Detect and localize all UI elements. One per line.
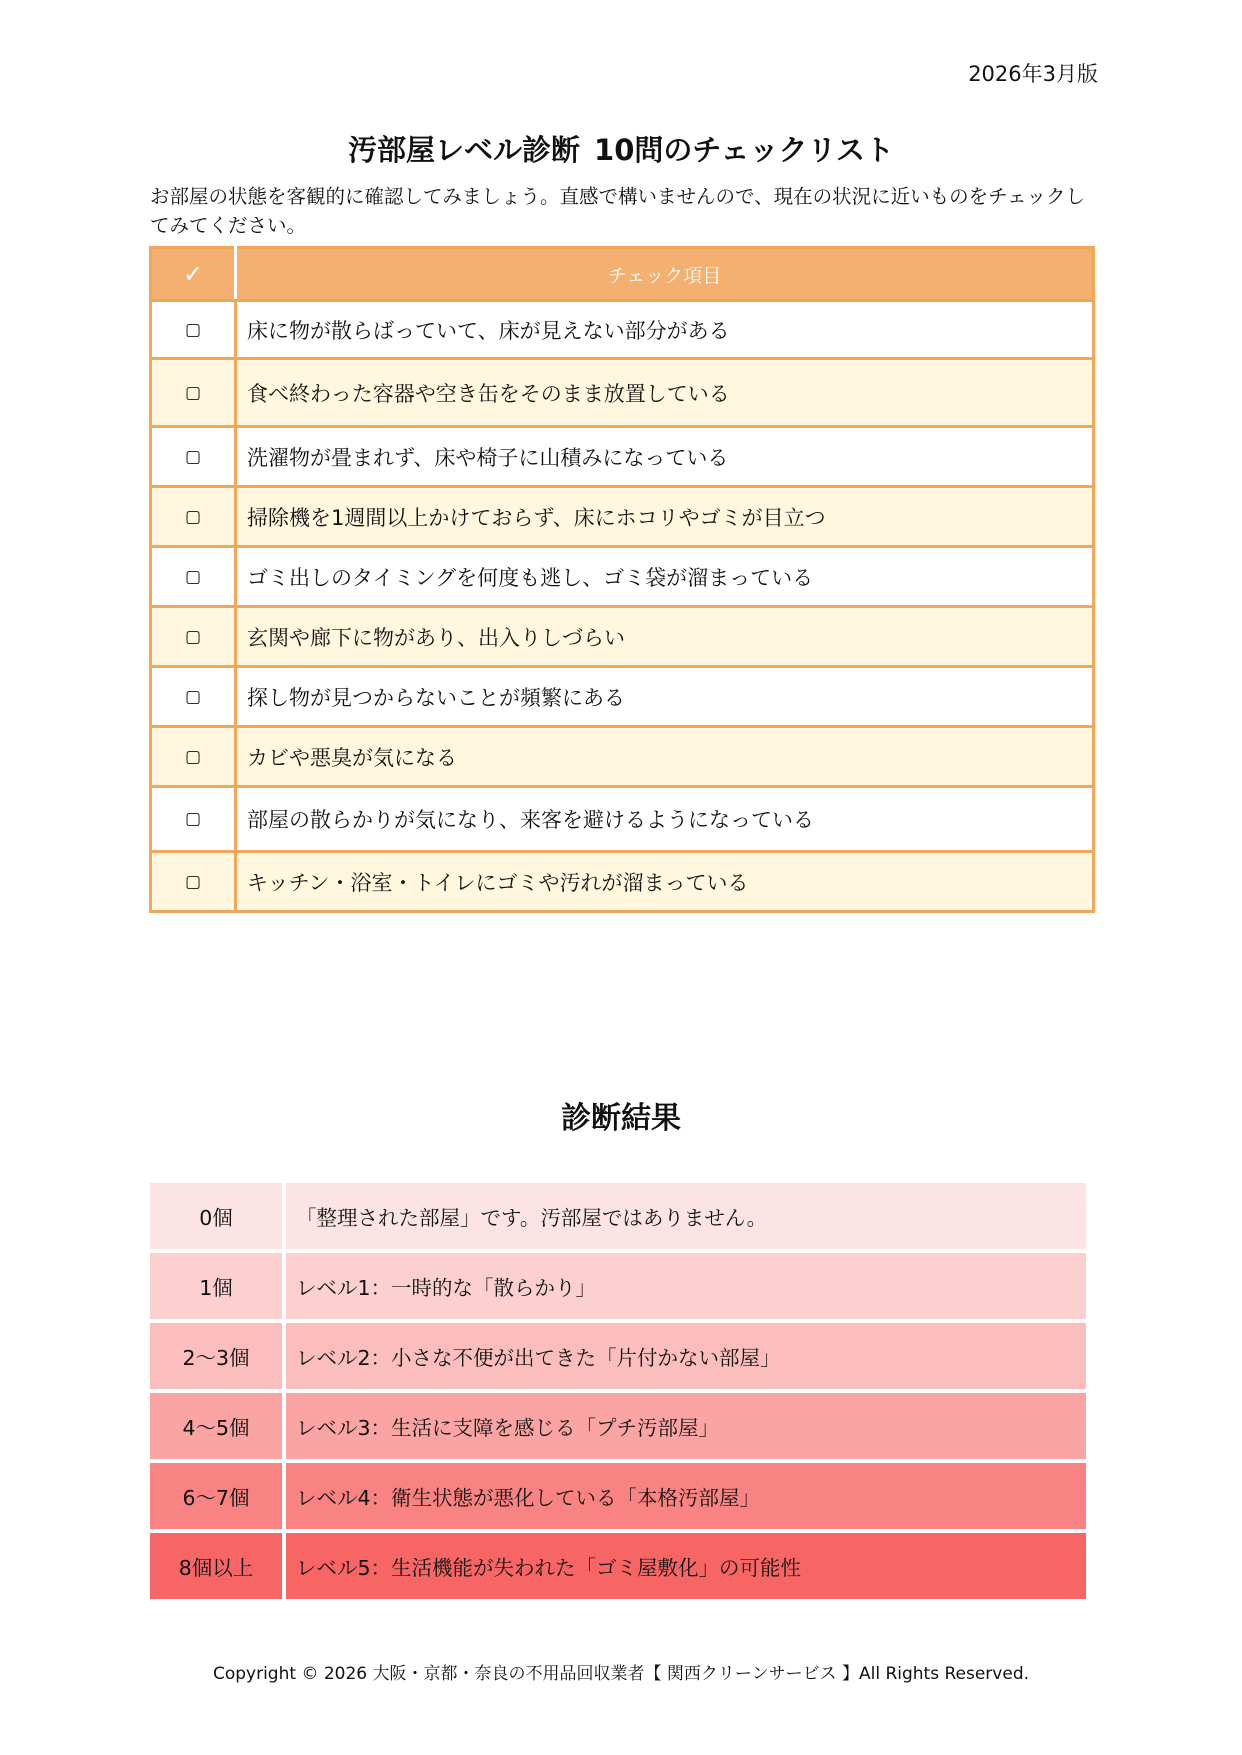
intro-text: お部屋の状態を客観的に確認してみましょう。直感で構いませんので、現在の状況に近いものをチェックしてみてください。 [150, 185, 1086, 237]
checklist-row [151, 852, 1094, 912]
checkbox[interactable]: ▢ [151, 787, 236, 852]
result-count: 6～7個 [150, 1463, 282, 1529]
result-description: レベル4：衛生状態が悪化している「本格汚部屋」 [286, 1463, 1086, 1529]
result-title: 診断結果 [561, 1101, 681, 1136]
checklist-item-text: 玄関や廊下に物があり、出入りしづらい [236, 607, 1094, 667]
checkbox[interactable]: ▢ [151, 547, 236, 607]
checklist-row [151, 667, 1094, 727]
result-row [150, 1253, 1086, 1319]
result-count: 8個以上 [150, 1533, 282, 1599]
result-row [150, 1183, 1086, 1249]
checklist-item-text: 食べ終わった容器や空き缶をそのまま放置している [236, 359, 1094, 427]
page-title [0, 128, 1242, 169]
result-description: 「整理された部屋」です。汚部屋ではありません。 [286, 1183, 1086, 1249]
checklist-row [151, 787, 1094, 852]
checklist-row [151, 301, 1094, 359]
checklist-item-text: カビや悪臭が気になる [236, 727, 1094, 787]
result-description: レベル1：一時的な「散らかり」 [286, 1253, 1086, 1319]
check-item-header: チェック項目 [236, 248, 1094, 301]
checklist-item-text: ゴミ出しのタイミングを何度も逃し、ゴミ袋が溜まっている [236, 547, 1094, 607]
checkbox[interactable]: ▢ [151, 727, 236, 787]
title-sub: 10問のチェックリスト [594, 133, 894, 167]
copyright: Copyright © 2026 大阪・京都・奈良の不用品回収業者【 関西クリーンサービス 】All Rights Reserved. [212, 1664, 1030, 1684]
checkbox[interactable]: ▢ [151, 852, 236, 912]
result-row [150, 1463, 1086, 1529]
result-count: 2～3個 [150, 1323, 282, 1389]
checklist-item-text: 部屋の散らかりが気になり、来客を避けるようになっている [236, 787, 1094, 852]
checkbox[interactable]: ▢ [151, 607, 236, 667]
result-description: レベル2：小さな不便が出てきた「片付かない部屋」 [286, 1323, 1086, 1389]
result-count: 1個 [150, 1253, 282, 1319]
result-body [150, 1183, 1086, 1599]
check-mark-header: ✓ [151, 248, 236, 301]
checklist-row [151, 547, 1094, 607]
checkbox[interactable]: ▢ [151, 427, 236, 487]
checklist-item-text: 床に物が散らばっていて、床が見えない部分がある [236, 301, 1094, 359]
checklist-item-text: キッチン・浴室・トイレにゴミや汚れが溜まっている [236, 852, 1094, 912]
result-description: レベル5：生活機能が失われた「ゴミ屋敷化」の可能性 [286, 1533, 1086, 1599]
checkbox[interactable]: ▢ [151, 301, 236, 359]
result-table [146, 1179, 1090, 1603]
checklist-item-text: 探し物が見つからないことが頻繁にある [236, 667, 1094, 727]
checklist-header-row [151, 248, 1094, 301]
result-row [150, 1323, 1086, 1389]
result-count: 0個 [150, 1183, 282, 1249]
checklist-item-text: 掃除機を1週間以上かけておらず、床にホコリやゴミが目立つ [236, 487, 1094, 547]
checklist-row [151, 427, 1094, 487]
checklist-table [149, 246, 1095, 913]
checklist-row [151, 359, 1094, 427]
result-row [150, 1393, 1086, 1459]
checkbox[interactable]: ▢ [151, 667, 236, 727]
checklist-row [151, 727, 1094, 787]
result-description: レベル3：生活に支障を感じる「プチ汚部屋」 [286, 1393, 1086, 1459]
checklist-body [151, 301, 1094, 912]
checkbox[interactable]: ▢ [151, 359, 236, 427]
checklist-item-text: 洗濯物が畳まれず、床や椅子に山積みになっている [236, 427, 1094, 487]
edition-label: 2026年3月版 [968, 62, 1098, 86]
checkbox[interactable]: ▢ [151, 487, 236, 547]
checklist-row [151, 487, 1094, 547]
result-row [150, 1533, 1086, 1599]
title-main: 汚部屋レベル診断 [348, 133, 581, 167]
result-count: 4～5個 [150, 1393, 282, 1459]
checklist-row [151, 607, 1094, 667]
